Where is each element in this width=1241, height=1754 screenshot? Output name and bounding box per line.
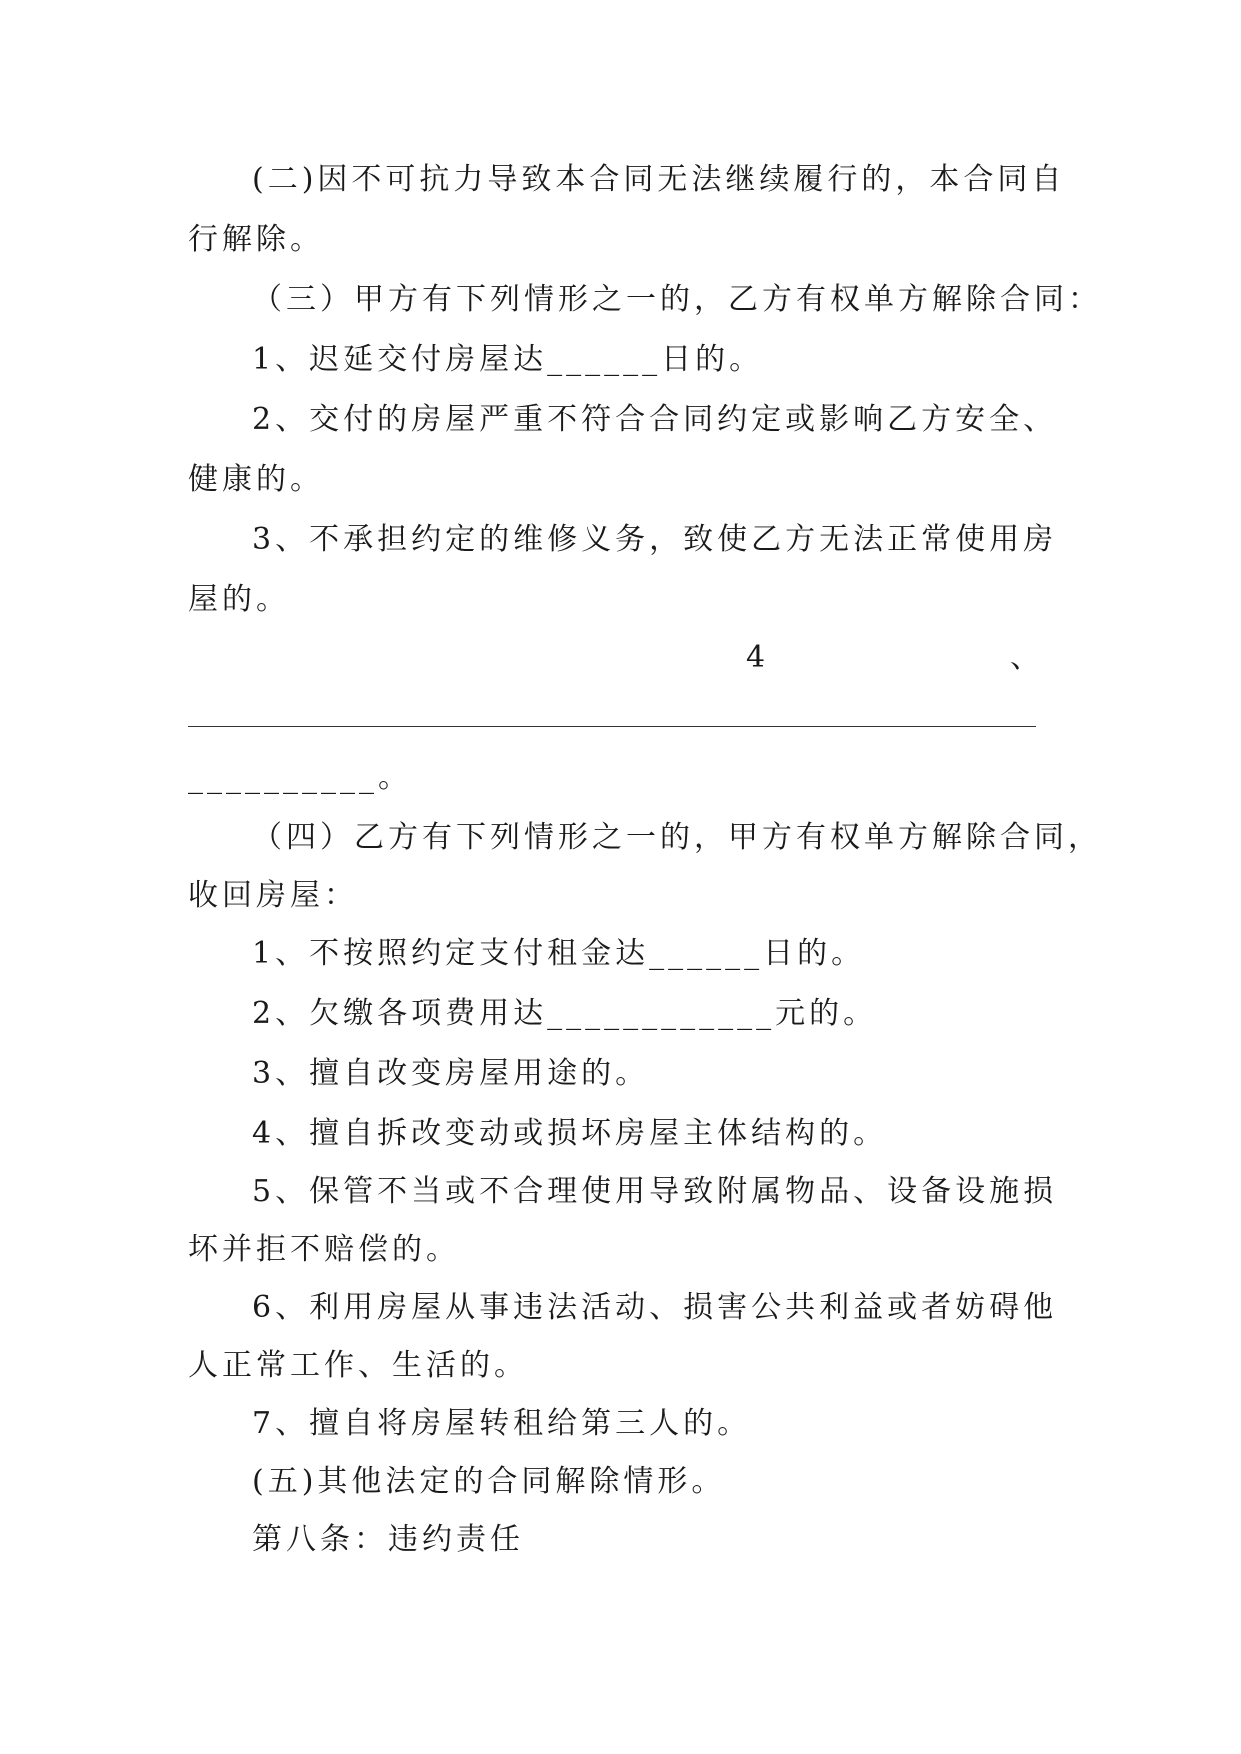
paragraph-2-line-1: (二)因不可抗力导致本合同无法继续履行的，本合同自 — [252, 162, 1066, 197]
clause-3-item-2-line-2: 健康的。 — [188, 462, 324, 497]
clause-3-item-2-line-1: 2、交付的房屋严重不符合合同约定或影响乙方安全、 — [252, 402, 1058, 437]
clause-3-item-4-separator: 、 — [1010, 640, 1040, 675]
clause-4-item-5-line-2: 坏并拒不赔偿的。 — [188, 1232, 460, 1267]
clause-3-item-4-tail: __________。 — [188, 760, 412, 795]
clause-5: (五)其他法定的合同解除情形。 — [252, 1464, 726, 1499]
clause-4-item-6-line-1: 6、利用房屋从事违法活动、损害公共利益或者妨碍他 — [252, 1290, 1058, 1325]
clause-3-heading: （三）甲方有下列情形之一的，乙方有权单方解除合同： — [252, 282, 1102, 317]
clause-4-heading-line-1: （四）乙方有下列情形之一的，甲方有权单方解除合同， — [252, 820, 1102, 855]
clause-4-item-3: 3、擅自改变房屋用途的。 — [252, 1056, 650, 1091]
blank-fill-line — [188, 726, 1036, 727]
clause-3-item-3-line-1: 3、不承担约定的维修义务，致使乙方无法正常使用房 — [252, 522, 1058, 557]
clause-3-item-1: 1、迟延交付房屋达______日的。 — [252, 342, 764, 377]
clause-3-item-3-line-2: 屋的。 — [188, 582, 290, 617]
clause-4-item-7: 7、擅自将房屋转租给第三人的。 — [252, 1406, 752, 1441]
paragraph-2-line-2: 行解除。 — [188, 222, 324, 257]
clause-4-heading-line-2: 收回房屋： — [188, 878, 358, 913]
article-8-heading: 第八条：违约责任 — [252, 1522, 524, 1557]
clause-4-item-4: 4、擅自拆改变动或损坏房屋主体结构的。 — [252, 1116, 888, 1151]
clause-4-item-5-line-1: 5、保管不当或不合理使用导致附属物品、设备设施损 — [252, 1174, 1058, 1209]
clause-4-item-6-line-2: 人正常工作、生活的。 — [188, 1348, 528, 1383]
clause-4-item-1: 1、不按照约定支付租金达______日的。 — [252, 936, 866, 971]
clause-3-item-4-number: 4 — [746, 640, 766, 675]
clause-4-item-2: 2、欠缴各项费用达____________元的。 — [252, 996, 878, 1031]
